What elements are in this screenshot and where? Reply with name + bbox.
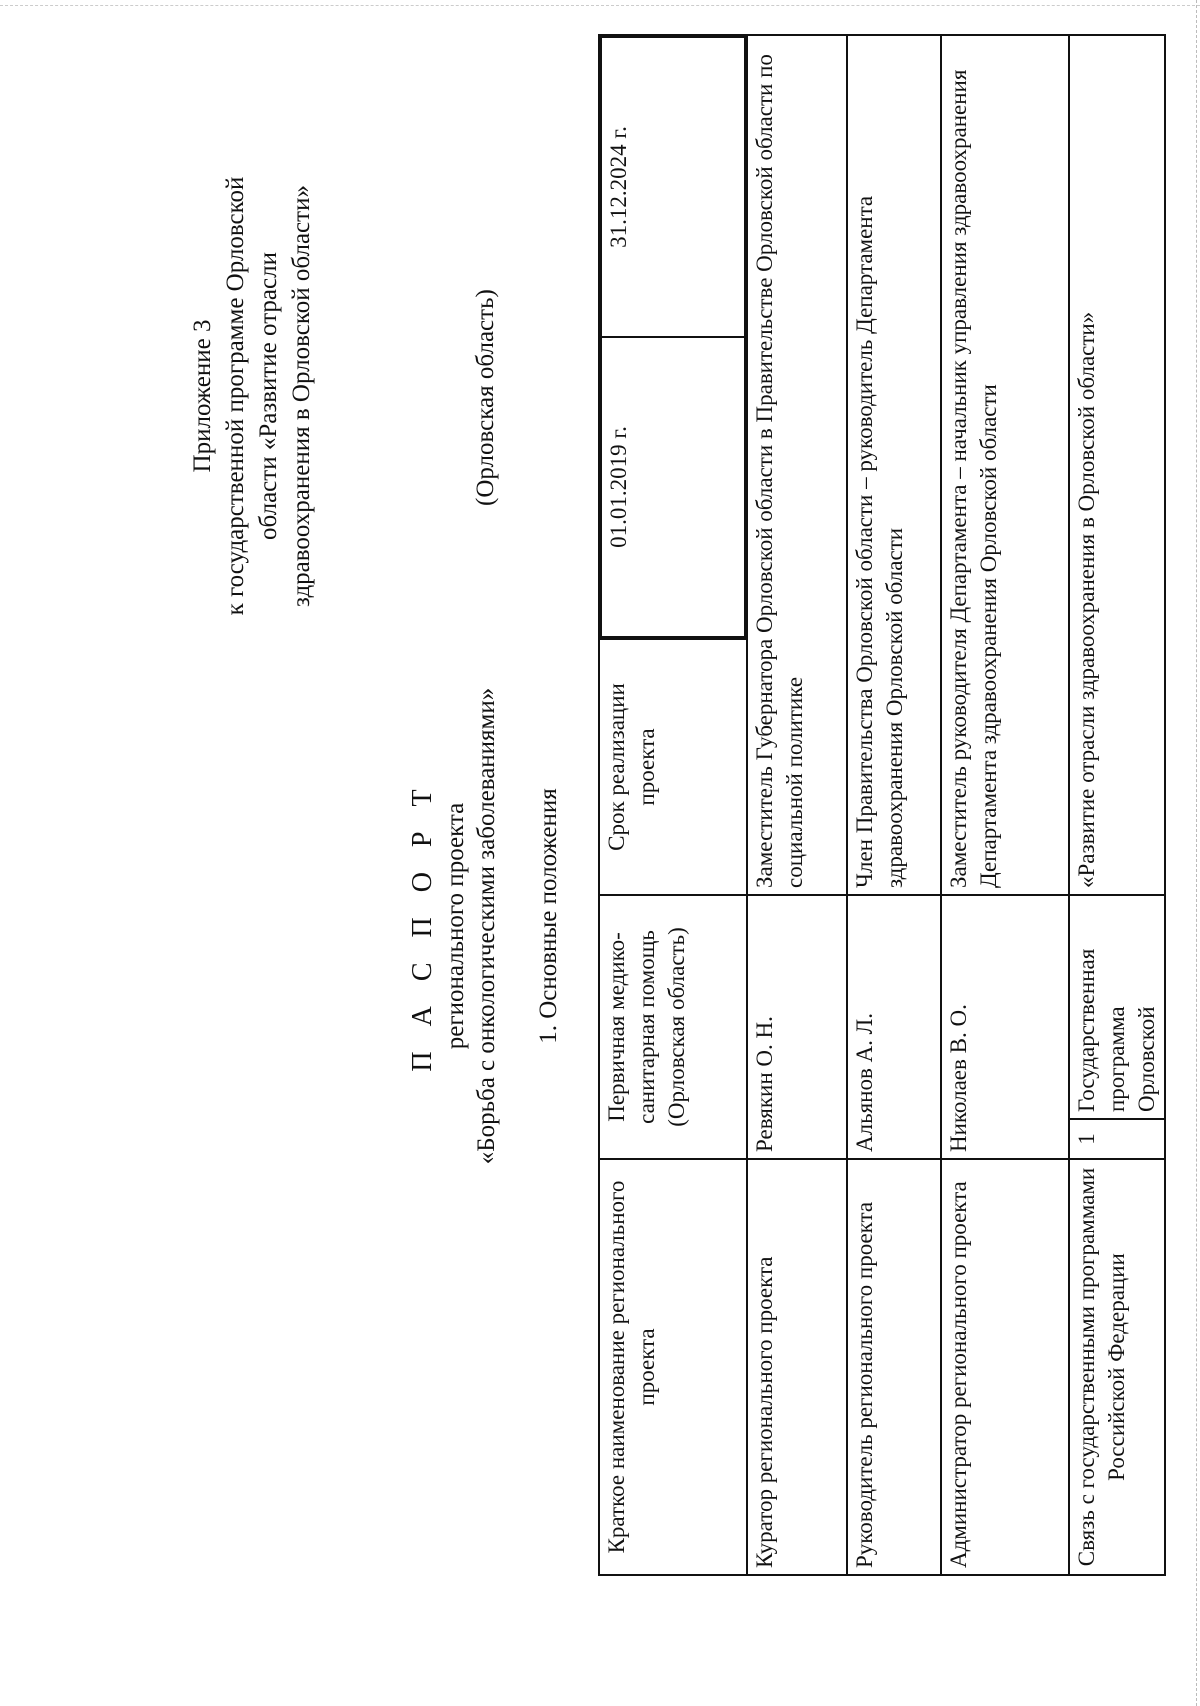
end-date: 31.12.2024 г. <box>601 37 745 337</box>
appendix-line: здравоохранения в Орловской области» <box>288 185 315 607</box>
project-short-name: Первичная медико-санитарная помощь (Орловская область) <box>599 895 747 1159</box>
program-number: 1 <box>1069 1119 1165 1159</box>
appendix-line: к государственной программе Орловской <box>222 176 249 616</box>
row-label: Связь с государственными программами Российской Федерации <box>1069 1159 1165 1575</box>
region-name: (Орловская область) <box>472 289 499 506</box>
row-label: Куратор регионального проекта <box>747 1159 847 1575</box>
person-name: Альянов А. Л. <box>847 895 941 1159</box>
person-position: Член Правительства Орловской области – руководитель Департамента здравоохранения Орловской области <box>847 35 941 895</box>
program-type: Государственная программа Орловской <box>1069 895 1165 1119</box>
document-title <box>406 566 502 1286</box>
project-name: «Борьба с онкологическими заболеваниями» <box>473 687 500 1165</box>
term-dates <box>599 35 747 639</box>
table-row <box>747 35 847 1575</box>
scan-edge-line <box>0 5 1200 6</box>
passport-heading: П А С П О Р Т <box>407 780 438 1072</box>
program-name: «Развитие отрасли здравоохранения в Орловской области» <box>1069 35 1165 895</box>
table-row <box>1069 35 1165 1575</box>
appendix-line: Приложение 3 <box>189 319 216 473</box>
person-position: Заместитель Губернатора Орловской области в Правительстве Орловской области по социальной политике <box>747 35 847 895</box>
row-label: Руководитель регионального проекта <box>847 1159 941 1575</box>
table-row <box>847 35 941 1575</box>
appendix-note <box>186 96 318 696</box>
person-name: Николаев В. О. <box>941 895 1069 1159</box>
row-label: Администратор регионального проекта <box>941 1159 1069 1575</box>
passport-subtitle: регионального проекта <box>442 802 469 1050</box>
scan-edge-line <box>1196 0 1197 1706</box>
row-label: Краткое наименование регионального проекта <box>599 1159 747 1575</box>
dates-table <box>600 36 746 638</box>
start-date: 01.01.2019 г. <box>601 337 745 637</box>
table-row <box>599 35 747 1575</box>
project-basics-table <box>598 34 1166 1576</box>
person-position: Заместитель руководителя Департамента – начальник управления здравоохранения Департамента здравоохранения Орловской области <box>941 35 1069 895</box>
table-row <box>941 35 1069 1575</box>
person-name: Ревякин О. Н. <box>747 895 847 1159</box>
appendix-line: области «Развитие отрасли <box>255 252 282 540</box>
section-title: 1. Основные положения <box>535 788 562 1044</box>
term-label: Срок реализации проекта <box>599 639 747 895</box>
